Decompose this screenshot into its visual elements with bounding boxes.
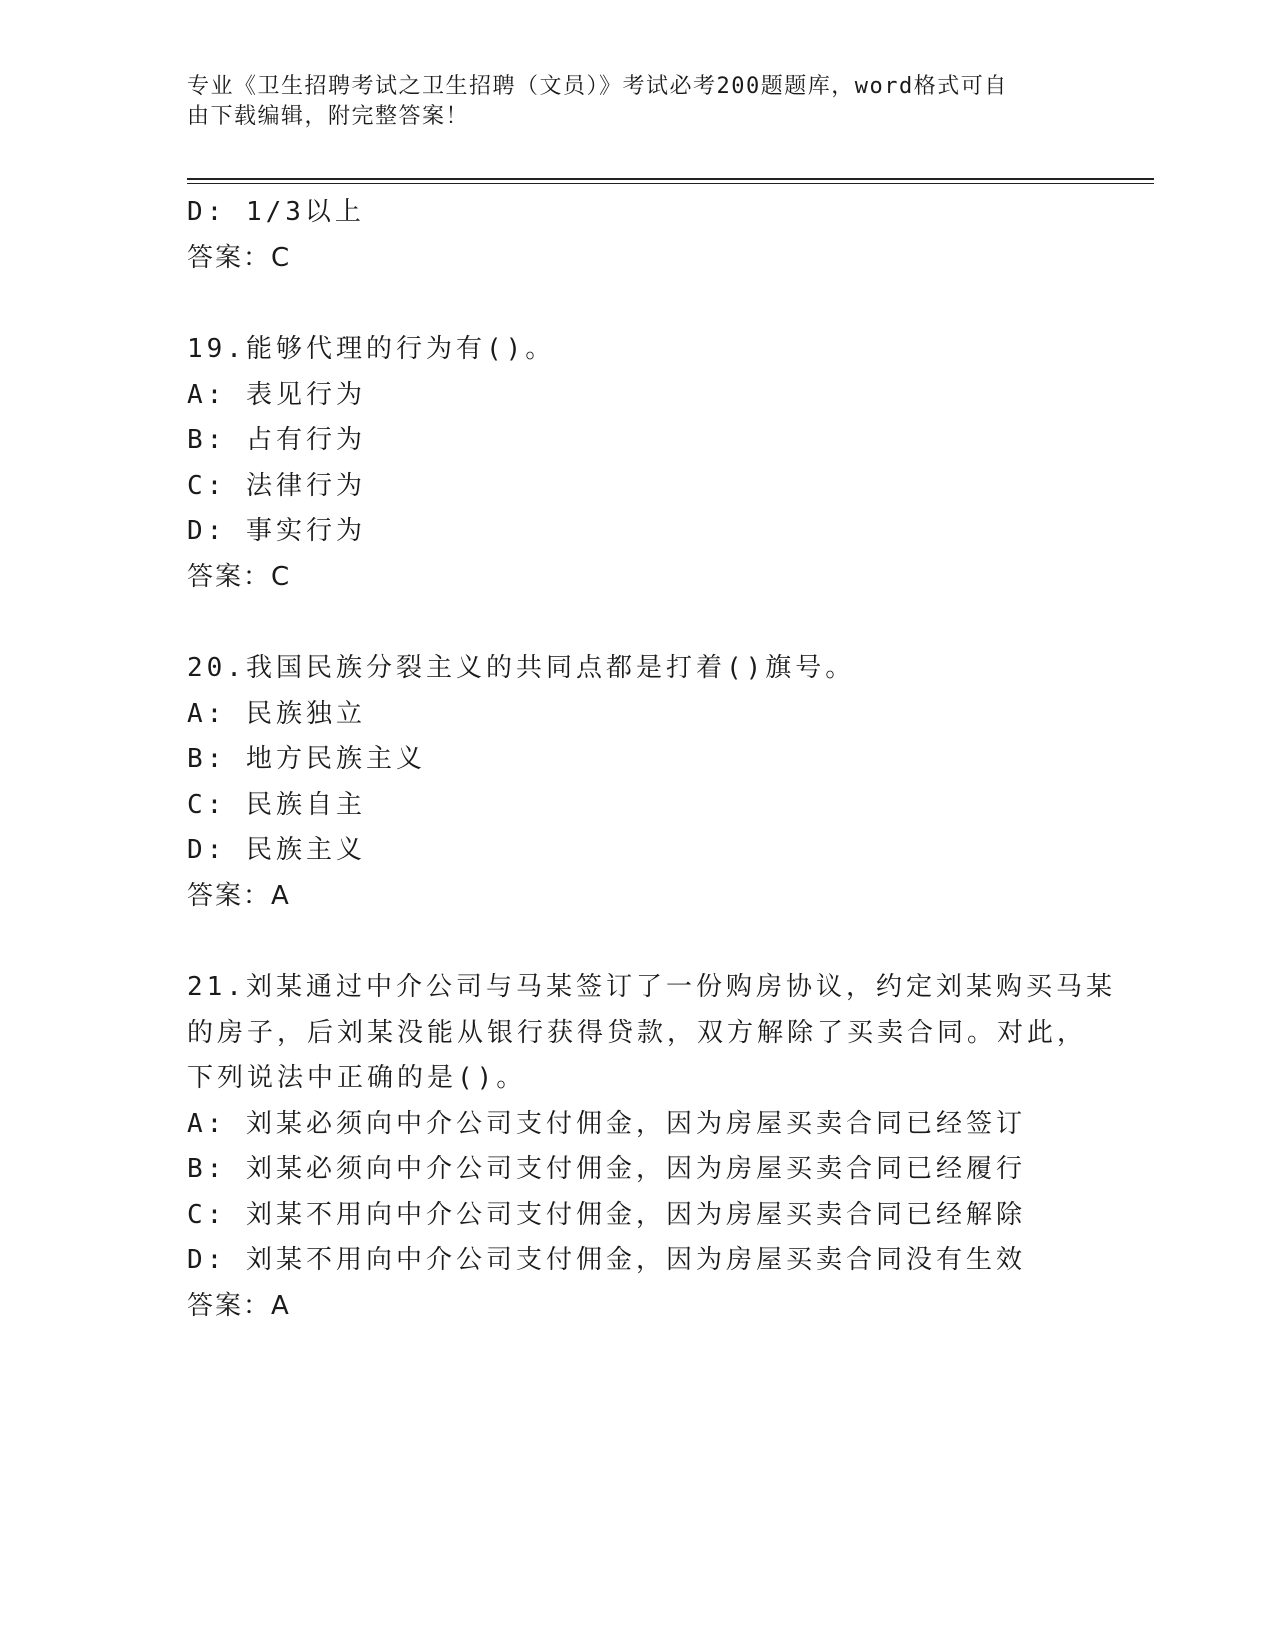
option-b: B: 占有行为 — [187, 425, 366, 455]
question-19 — [187, 327, 1087, 600]
option-a: A: 刘某必须向中介公司支付佣金，因为房屋买卖合同已经签订 — [187, 1108, 1026, 1139]
answer-line: 答案：A — [187, 880, 291, 911]
document-header — [187, 72, 1067, 132]
option-c: C: 法律行为 — [187, 470, 366, 501]
spacer — [187, 281, 1087, 327]
header-divider-thick — [187, 178, 1154, 180]
header-line-2: 由下载编辑，附完整答案！ — [187, 104, 470, 129]
header-divider-thin — [187, 183, 1154, 184]
option-d: D: 刘某不用向中介公司支付佣金，因为房屋买卖合同没有生效 — [187, 1245, 1026, 1275]
answer-line: 答案：C — [187, 561, 292, 592]
question-stem-line-1: 21.刘某通过中介公司与马某签订了一份购房协议，约定刘某购买马某 — [187, 972, 1116, 1002]
option-b: B: 地方民族主义 — [187, 744, 426, 774]
option-b: B: 刘某必须向中介公司支付佣金，因为房屋买卖合同已经履行 — [187, 1154, 1026, 1184]
answer-line: 答案：C — [187, 242, 292, 273]
option-c: C: 民族自主 — [187, 789, 366, 820]
question-stem-line-3: 下列说法中正确的是()。 — [187, 1063, 527, 1093]
option-a: A: 民族独立 — [187, 698, 366, 729]
question-stem-line-2: 的房子，后刘某没能从银行获得贷款，双方解除了买卖合同。对此， — [187, 1017, 1088, 1048]
spacer — [187, 919, 1087, 965]
question-20 — [187, 646, 1087, 919]
question-18-tail — [187, 190, 1087, 281]
question-list — [187, 190, 1116, 1329]
option-d: D: 1/3以上 — [187, 197, 365, 227]
option-d: D: 民族主义 — [187, 835, 366, 865]
option-c: C: 刘某不用向中介公司支付佣金，因为房屋买卖合同已经解除 — [187, 1199, 1026, 1230]
spacer — [187, 600, 1087, 646]
question-stem: 19.能够代理的行为有()。 — [187, 334, 556, 364]
option-a: A: 表见行为 — [187, 379, 366, 410]
question-stem: 20.我国民族分裂主义的共同点都是打着()旗号。 — [187, 653, 856, 683]
option-d: D: 事实行为 — [187, 516, 366, 546]
answer-line: 答案：A — [187, 1290, 291, 1321]
header-line-1: 专业《卫生招聘考试之卫生招聘（文员）》考试必考200题题库，word格式可自 — [187, 74, 1008, 99]
question-21 — [187, 965, 1116, 1329]
